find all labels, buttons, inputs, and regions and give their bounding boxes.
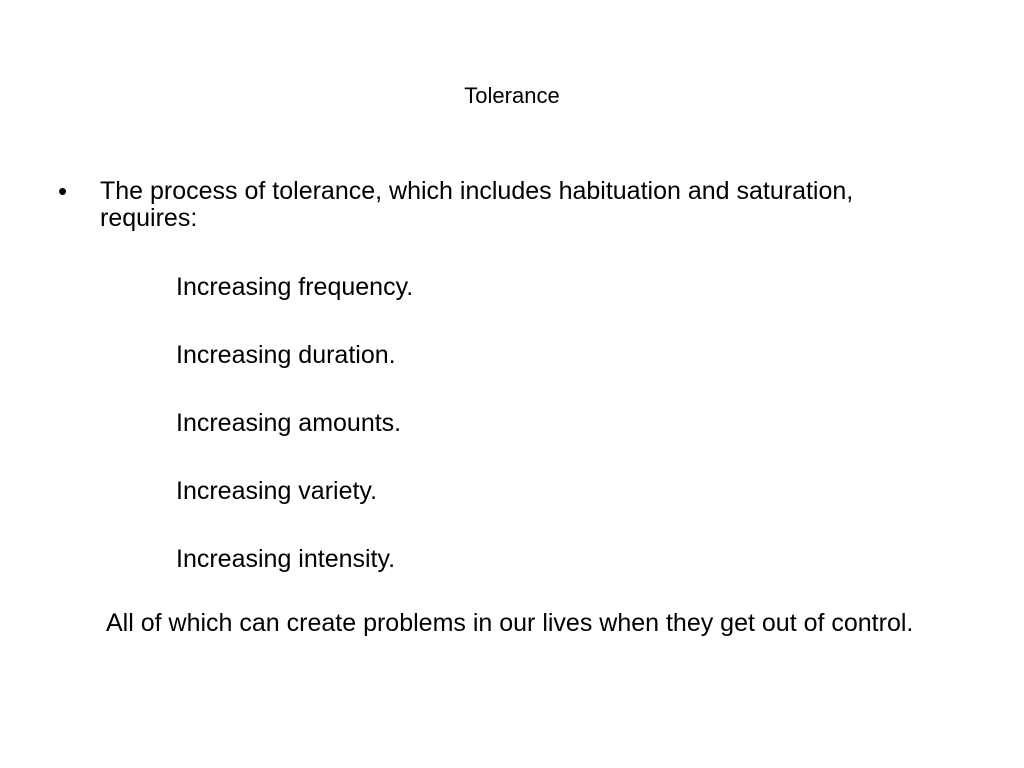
- slide-title: Tolerance: [464, 83, 560, 108]
- closing-statement: All of which can create problems in our lives when they get out of control.: [106, 609, 914, 637]
- requirement-item-intensity: Increasing intensity.: [176, 545, 396, 573]
- requirement-item-duration: Increasing duration.: [176, 341, 396, 369]
- requirements-list: [176, 272, 936, 612]
- requirement-item-variety: Increasing variety.: [176, 477, 378, 505]
- requirement-item-amounts: Increasing amounts.: [176, 409, 402, 437]
- bullet-text: The process of tolerance, which includes habituation and saturation, requires:: [100, 177, 854, 232]
- requirement-item-frequency: Increasing frequency.: [176, 273, 414, 301]
- bullet-icon: •: [58, 176, 68, 206]
